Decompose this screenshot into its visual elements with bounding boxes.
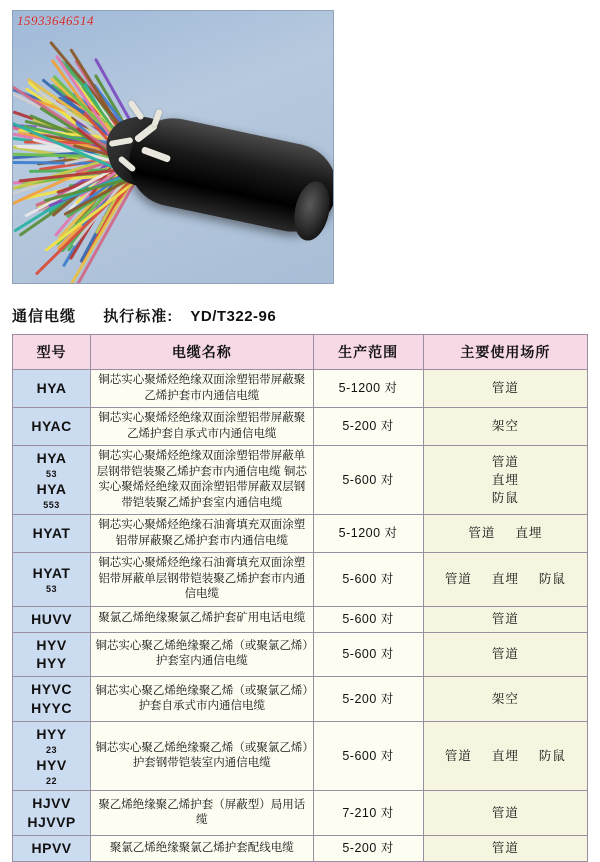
cell-model: HYAT — [13, 515, 91, 553]
cell-cable-name: 聚氯乙烯绝缘聚氯乙烯护套配线电缆 — [91, 836, 313, 862]
cell-cable-name: 聚氯乙烯绝缘聚氯乙烯护套矿用电话电缆 — [91, 606, 313, 632]
table-row — [13, 722, 588, 791]
cell-usage-place: 管道 直埋 防鼠 — [423, 446, 587, 515]
cell-cable-name: 铜芯实心聚乙烯绝缘聚乙烯（或聚氯乙烯）护套钢带铠装室内通信电缆 — [91, 722, 313, 791]
cell-usage-place: 管道 直埋 — [423, 515, 587, 553]
cell-production-range: 5-600 对 — [313, 606, 423, 632]
table-row — [13, 553, 588, 607]
table-row — [13, 408, 588, 446]
column-header-model: 型号 — [13, 335, 91, 370]
table-row — [13, 515, 588, 553]
cell-model: HUVV — [13, 606, 91, 632]
cell-model: HYA — [13, 370, 91, 408]
cell-usage-place: 管道 — [423, 836, 587, 862]
cell-usage-place: 管道 — [423, 791, 587, 836]
cell-usage-place: 管道 — [423, 632, 587, 677]
table-row — [13, 606, 588, 632]
cell-usage-place: 管道 直埋 防鼠 — [423, 722, 587, 791]
cell-production-range: 5-600 对 — [313, 553, 423, 607]
cell-usage-place: 架空 — [423, 408, 587, 446]
cell-production-range: 5-600 对 — [313, 722, 423, 791]
cell-production-range: 7-210 对 — [313, 791, 423, 836]
column-header-name: 电缆名称 — [91, 335, 313, 370]
cell-model: HYVC HYYC — [13, 677, 91, 722]
cell-production-range: 5-200 对 — [313, 408, 423, 446]
cell-cable-name: 铜芯实心聚烯烃绝缘石油膏填充双面涂塑铝带屏蔽聚乙烯护套市内通信电缆 — [91, 515, 313, 553]
cell-model: HYAT 53 — [13, 553, 91, 607]
cell-model: HPVV — [13, 836, 91, 862]
table-row — [13, 677, 588, 722]
table-row — [13, 836, 588, 862]
cell-cable-name: 铜芯实心聚烯烃绝缘双面涂塑铝带屏蔽聚乙烯护套自承式市内通信电缆 — [91, 408, 313, 446]
cell-model: HYA 53 HYA 553 — [13, 446, 91, 515]
table-row — [13, 791, 588, 836]
table-body — [13, 370, 588, 862]
table-row — [13, 446, 588, 515]
table-row — [13, 370, 588, 408]
cell-usage-place: 管道 直埋 防鼠 — [423, 553, 587, 607]
cell-model: HJVV HJVVP — [13, 791, 91, 836]
watermark-phone-number: 15933646514 — [17, 13, 94, 28]
standard-value: YD/T322-96 — [190, 308, 277, 325]
cell-cable-name: 铜芯实心聚乙烯绝缘聚乙烯（或聚氯乙烯）护套室内通信电缆 — [91, 632, 313, 677]
column-header-range: 生产范围 — [313, 335, 423, 370]
standard-label: 执行标准: — [103, 308, 174, 325]
cell-cable-name: 聚乙烯绝缘聚乙烯护套（屏蔽型）局用话缆 — [91, 791, 313, 836]
cell-cable-name: 铜芯实心聚烯烃绝缘双面涂塑铝带屏蔽聚乙烯护套市内通信电缆 — [91, 370, 313, 408]
table-header-row — [13, 335, 588, 370]
cell-model: HYY 23 HYV 22 — [13, 722, 91, 791]
cell-cable-name: 铜芯实心聚乙烯绝缘聚乙烯（或聚氯乙烯）护套自承式市内通信电缆 — [91, 677, 313, 722]
cell-usage-place: 管道 — [423, 606, 587, 632]
cable-product-photo — [12, 10, 334, 284]
cell-production-range: 5-600 对 — [313, 446, 423, 515]
cell-cable-name: 铜芯实心聚烯烃绝缘双面涂塑铝带屏蔽单层钢带铠装聚乙烯护套市内通信电缆 铜芯实心聚烯烃绝缘双面涂塑铝带屏蔽双层钢带铠装聚乙烯护套室内通信电缆 — [91, 446, 313, 515]
cell-model: HYV HYY — [13, 632, 91, 677]
column-header-place: 主要使用场所 — [423, 335, 587, 370]
cell-cable-name: 铜芯实心聚烯烃绝缘石油膏填充双面涂塑铝带屏蔽单层钢带铠装聚乙烯护套市内通信电缆 — [91, 553, 313, 607]
cell-production-range: 5-1200 对 — [313, 370, 423, 408]
cell-production-range: 5-1200 对 — [313, 515, 423, 553]
cell-usage-place: 管道 — [423, 370, 587, 408]
cell-model: HYAC — [13, 408, 91, 446]
cell-production-range: 5-600 对 — [313, 632, 423, 677]
page-title — [12, 305, 588, 326]
product-name: 通信电缆 — [12, 308, 77, 325]
cable-spec-table — [12, 334, 588, 862]
table-row — [13, 632, 588, 677]
cell-production-range: 5-200 对 — [313, 677, 423, 722]
cell-production-range: 5-200 对 — [313, 836, 423, 862]
cell-usage-place: 架空 — [423, 677, 587, 722]
